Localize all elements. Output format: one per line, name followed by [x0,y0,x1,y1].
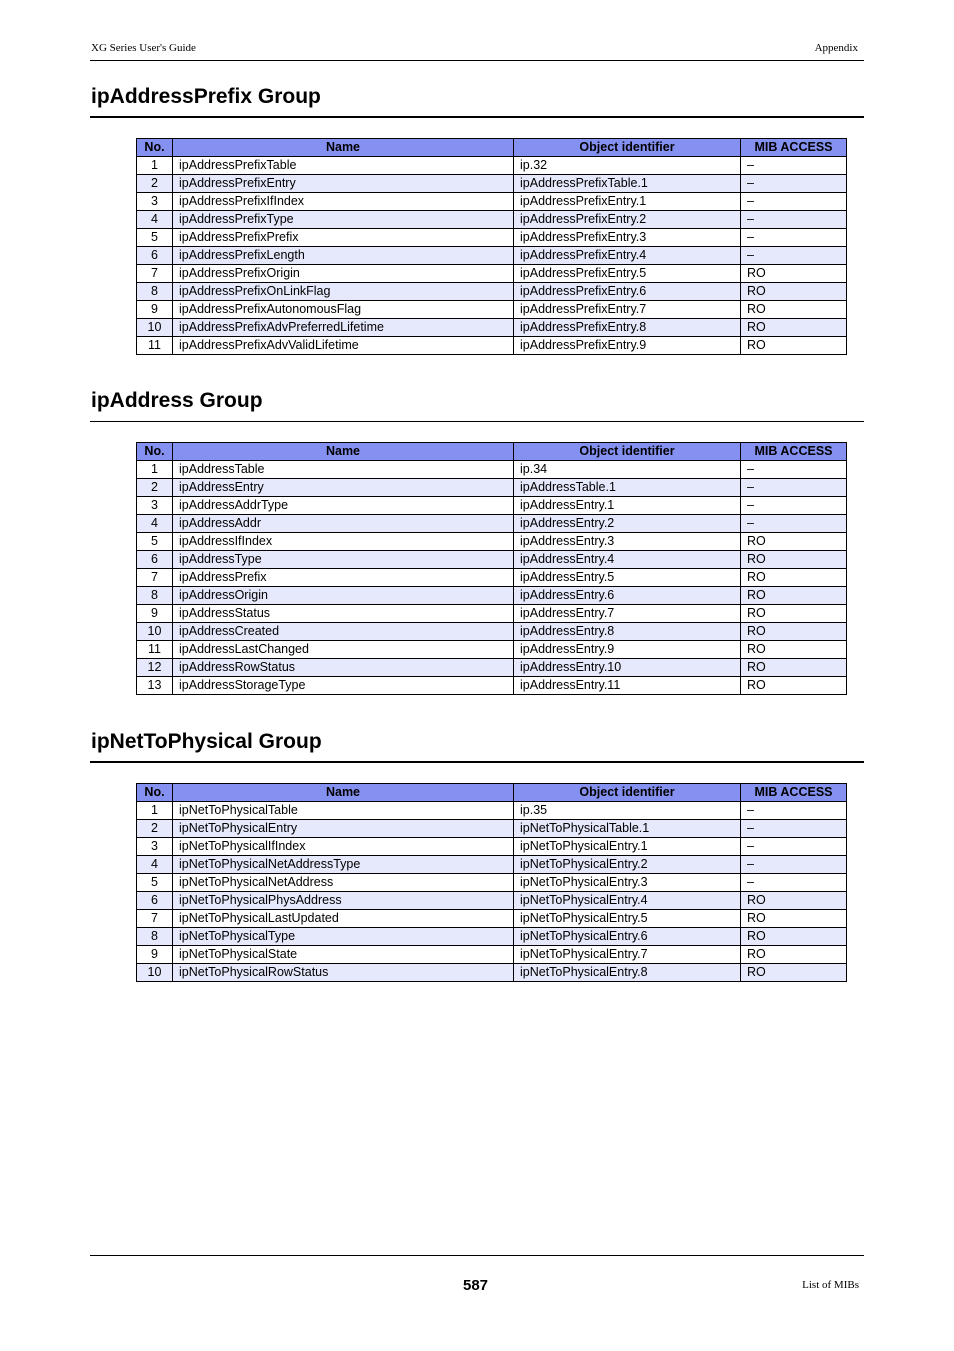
cell-no: 6 [137,892,173,910]
cell-mib-access: RO [741,319,847,337]
cell-no: 1 [137,802,173,820]
cell-mib-access: RO [741,928,847,946]
cell-no: 4 [137,515,173,533]
cell-name: ipAddressAddrType [173,497,514,515]
cell-no: 5 [137,874,173,892]
running-header-title: XG Series User's Guide [91,42,196,54]
cell-mib-access: RO [741,569,847,587]
cell-no: 8 [137,283,173,301]
cell-no: 4 [137,211,173,229]
table-row [137,265,847,283]
cell-no: 10 [137,964,173,982]
cell-mib-access: RO [741,301,847,319]
cell-object-identifier: ip.32 [514,157,741,175]
cell-object-identifier: ipAddressEntry.8 [514,623,741,641]
cell-no: 9 [137,605,173,623]
table-row [137,193,847,211]
cell-mib-access: RO [741,677,847,695]
cell-name: ipAddressIfIndex [173,533,514,551]
cell-object-identifier: ipAddressEntry.5 [514,569,741,587]
section-divider [90,421,864,422]
cell-mib-access: RO [741,337,847,355]
cell-name: ipNetToPhysicalPhysAddress [173,892,514,910]
cell-object-identifier: ipAddressPrefixEntry.8 [514,319,741,337]
mib-table-ipaddress [136,442,847,695]
cell-mib-access: – [741,479,847,497]
cell-no: 6 [137,247,173,265]
cell-object-identifier: ipAddressEntry.3 [514,533,741,551]
cell-mib-access: – [741,856,847,874]
cell-mib-access: RO [741,892,847,910]
cell-mib-access: RO [741,283,847,301]
cell-name: ipAddressPrefixEntry [173,175,514,193]
table-row [137,479,847,497]
cell-no: 3 [137,193,173,211]
cell-name: ipAddressStorageType [173,677,514,695]
cell-mib-access: RO [741,551,847,569]
table-row [137,283,847,301]
cell-mib-access: – [741,461,847,479]
column-header-name: Name [173,784,514,802]
cell-no: 10 [137,623,173,641]
cell-name: ipAddressRowStatus [173,659,514,677]
cell-object-identifier: ipNetToPhysicalEntry.5 [514,910,741,928]
table-row [137,802,847,820]
cell-object-identifier: ip.34 [514,461,741,479]
cell-name: ipAddressTable [173,461,514,479]
cell-no: 7 [137,910,173,928]
cell-object-identifier: ipAddressEntry.1 [514,497,741,515]
cell-mib-access: RO [741,659,847,677]
cell-name: ipAddressPrefixIfIndex [173,193,514,211]
cell-mib-access: – [741,175,847,193]
footer-section-label: List of MIBs [802,1279,859,1291]
cell-mib-access: RO [741,265,847,283]
column-header-no: No. [137,139,173,157]
cell-no: 6 [137,551,173,569]
cell-object-identifier: ipAddressPrefixEntry.1 [514,193,741,211]
cell-object-identifier: ipAddressPrefixEntry.3 [514,229,741,247]
table-row [137,497,847,515]
cell-name: ipNetToPhysicalState [173,946,514,964]
table-row [137,319,847,337]
cell-no: 8 [137,587,173,605]
cell-name: ipAddressStatus [173,605,514,623]
column-header-mib-access: MIB ACCESS [741,139,847,157]
page-number: 587 [463,1277,489,1294]
cell-object-identifier: ipNetToPhysicalEntry.2 [514,856,741,874]
cell-name: ipAddressPrefixOnLinkFlag [173,283,514,301]
column-header-mib-access: MIB ACCESS [741,443,847,461]
cell-name: ipAddressType [173,551,514,569]
cell-mib-access: RO [741,587,847,605]
column-header-name: Name [173,139,514,157]
table-row [137,211,847,229]
table-row [137,946,847,964]
column-header-no: No. [137,443,173,461]
cell-object-identifier: ipAddressEntry.6 [514,587,741,605]
table-row [137,892,847,910]
table-row [137,928,847,946]
cell-mib-access: RO [741,623,847,641]
cell-name: ipAddressPrefixAdvValidLifetime [173,337,514,355]
table-row [137,587,847,605]
cell-object-identifier: ipAddressPrefixTable.1 [514,175,741,193]
table-row [137,910,847,928]
cell-mib-access: – [741,820,847,838]
cell-no: 3 [137,838,173,856]
table-row [137,820,847,838]
cell-object-identifier: ipAddressPrefixEntry.4 [514,247,741,265]
column-header-object-identifier: Object identifier [514,784,741,802]
column-header-object-identifier: Object identifier [514,139,741,157]
table-row [137,641,847,659]
cell-name: ipNetToPhysicalLastUpdated [173,910,514,928]
table-row [137,856,847,874]
cell-name: ipAddressPrefixOrigin [173,265,514,283]
cell-name: ipAddressPrefixAdvPreferredLifetime [173,319,514,337]
cell-no: 5 [137,533,173,551]
cell-object-identifier: ipNetToPhysicalEntry.1 [514,838,741,856]
column-header-object-identifier: Object identifier [514,443,741,461]
cell-mib-access: RO [741,964,847,982]
table-row [137,569,847,587]
cell-mib-access: RO [741,641,847,659]
cell-no: 9 [137,301,173,319]
cell-no: 11 [137,337,173,355]
cell-name: ipNetToPhysicalType [173,928,514,946]
cell-mib-access: – [741,211,847,229]
cell-name: ipAddressLastChanged [173,641,514,659]
cell-no: 4 [137,856,173,874]
cell-mib-access: – [741,157,847,175]
cell-object-identifier: ipAddressEntry.4 [514,551,741,569]
cell-no: 7 [137,265,173,283]
cell-no: 8 [137,928,173,946]
table-row [137,461,847,479]
cell-mib-access: RO [741,946,847,964]
table-row [137,175,847,193]
cell-name: ipAddressPrefixPrefix [173,229,514,247]
section-divider [90,761,864,763]
cell-mib-access: RO [741,605,847,623]
table-row [137,337,847,355]
cell-object-identifier: ipAddressEntry.10 [514,659,741,677]
cell-object-identifier: ipAddressPrefixEntry.9 [514,337,741,355]
table-header-row [137,784,847,802]
cell-name: ipAddressCreated [173,623,514,641]
table-row [137,533,847,551]
cell-object-identifier: ip.35 [514,802,741,820]
cell-name: ipAddressPrefixLength [173,247,514,265]
cell-no: 1 [137,157,173,175]
cell-no: 12 [137,659,173,677]
cell-object-identifier: ipNetToPhysicalEntry.8 [514,964,741,982]
cell-object-identifier: ipNetToPhysicalTable.1 [514,820,741,838]
cell-mib-access: – [741,515,847,533]
cell-name: ipNetToPhysicalNetAddressType [173,856,514,874]
cell-no: 5 [137,229,173,247]
section-divider [90,116,864,118]
cell-name: ipAddressAddr [173,515,514,533]
cell-object-identifier: ipAddressEntry.2 [514,515,741,533]
footer-divider [90,1255,864,1256]
table-row [137,515,847,533]
cell-no: 1 [137,461,173,479]
cell-object-identifier: ipNetToPhysicalEntry.3 [514,874,741,892]
cell-name: ipAddressOrigin [173,587,514,605]
table-row [137,301,847,319]
section-title-ipnettophysical: ipNetToPhysical Group [91,730,322,753]
cell-no: 11 [137,641,173,659]
cell-name: ipAddressPrefixAutonomousFlag [173,301,514,319]
table-row [137,964,847,982]
cell-object-identifier: ipAddressEntry.9 [514,641,741,659]
table-row [137,605,847,623]
cell-no: 7 [137,569,173,587]
table-row [137,551,847,569]
cell-object-identifier: ipAddressPrefixEntry.2 [514,211,741,229]
cell-object-identifier: ipNetToPhysicalEntry.6 [514,928,741,946]
cell-no: 3 [137,497,173,515]
cell-object-identifier: ipAddressEntry.11 [514,677,741,695]
cell-mib-access: – [741,193,847,211]
table-header-row [137,443,847,461]
cell-name: ipNetToPhysicalEntry [173,820,514,838]
table-header-row [137,139,847,157]
cell-mib-access: – [741,229,847,247]
table-row [137,157,847,175]
section-title-ipaddressprefix: ipAddressPrefix Group [91,85,321,108]
cell-name: ipNetToPhysicalIfIndex [173,838,514,856]
table-row [137,838,847,856]
cell-no: 2 [137,820,173,838]
column-header-no: No. [137,784,173,802]
cell-mib-access: – [741,802,847,820]
cell-object-identifier: ipAddressPrefixEntry.6 [514,283,741,301]
table-row [137,659,847,677]
table-row [137,623,847,641]
cell-mib-access: – [741,247,847,265]
cell-no: 9 [137,946,173,964]
cell-object-identifier: ipNetToPhysicalEntry.4 [514,892,741,910]
cell-name: ipNetToPhysicalRowStatus [173,964,514,982]
cell-name: ipAddressPrefixType [173,211,514,229]
cell-no: 2 [137,479,173,497]
cell-name: ipAddressPrefixTable [173,157,514,175]
cell-no: 10 [137,319,173,337]
table-row [137,874,847,892]
mib-table-ipaddressprefix [136,138,847,355]
running-header-section: Appendix [814,42,858,54]
cell-no: 2 [137,175,173,193]
cell-object-identifier: ipAddressPrefixEntry.7 [514,301,741,319]
cell-name: ipNetToPhysicalTable [173,802,514,820]
column-header-name: Name [173,443,514,461]
cell-name: ipAddressPrefix [173,569,514,587]
table-row [137,677,847,695]
header-divider [90,60,864,61]
section-title-ipaddress: ipAddress Group [91,389,263,412]
cell-mib-access: – [741,838,847,856]
cell-mib-access: RO [741,533,847,551]
cell-mib-access: – [741,497,847,515]
mib-table-ipnettophysical [136,783,847,982]
cell-object-identifier: ipAddressEntry.7 [514,605,741,623]
cell-no: 13 [137,677,173,695]
cell-object-identifier: ipNetToPhysicalEntry.7 [514,946,741,964]
cell-object-identifier: ipAddressTable.1 [514,479,741,497]
cell-mib-access: – [741,874,847,892]
table-row [137,229,847,247]
column-header-mib-access: MIB ACCESS [741,784,847,802]
cell-name: ipNetToPhysicalNetAddress [173,874,514,892]
cell-name: ipAddressEntry [173,479,514,497]
cell-mib-access: RO [741,910,847,928]
table-row [137,247,847,265]
cell-object-identifier: ipAddressPrefixEntry.5 [514,265,741,283]
